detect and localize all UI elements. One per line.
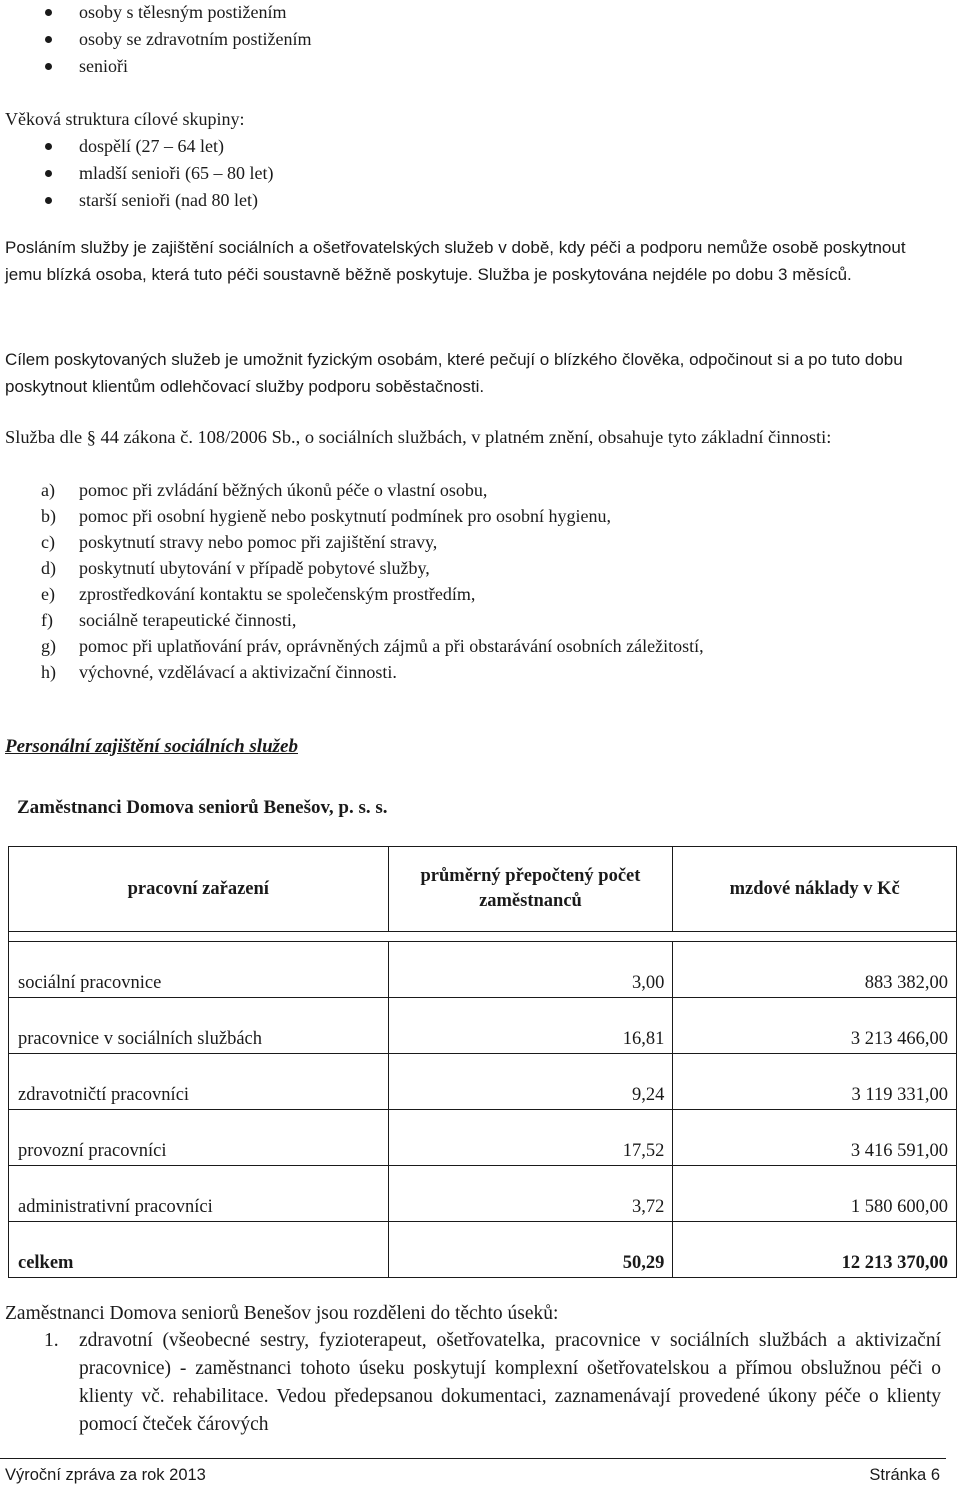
list-text: poskytnutí ubytování v případě pobytové služby, <box>79 558 430 578</box>
table-row <box>9 1166 957 1222</box>
list-item <box>0 607 704 633</box>
list-item: dospělí (27 – 64 let) <box>0 133 273 160</box>
table-cell-costs: 3 213 466,00 <box>673 998 957 1054</box>
list-number: 1. <box>44 1330 59 1351</box>
table-cell-costs: 3 416 591,00 <box>673 1110 957 1166</box>
table-cell-headcount: 9,24 <box>388 1054 673 1110</box>
list-letter: g) <box>41 636 56 656</box>
table-cell-headcount: 3,00 <box>388 942 673 998</box>
table-cell-headcount: 3,72 <box>388 1166 673 1222</box>
division-list-item <box>44 1327 941 1439</box>
table-cell-position: zdravotničtí pracovníci <box>9 1054 389 1110</box>
list-text: poskytnutí stravy nebo pomoc při zajištění stravy, <box>79 532 438 552</box>
list-letter: c) <box>41 532 55 552</box>
table-cell-position: pracovnice v sociálních službách <box>9 998 389 1054</box>
table-gap-row <box>9 932 957 942</box>
list-letter: b) <box>41 506 56 526</box>
list-text: zdravotní (všeobecné sestry, fyzioterapeut, ošetřovatelka, pracovnice v sociálních službách a aktivizační pracovnice) - zaměstnanci tohoto úseku poskytují komplexní ošetřovatelskou a přímou obslužnou péči o klienty vč. rehabilitace. Vedou předepsanou dokumentaci, zaznamenávají provedené úkony péče o klienty pomocí čteček čárových <box>79 1330 941 1435</box>
list-text: zprostředkování kontaktu se společenským prostředím, <box>79 584 476 604</box>
list-item <box>0 633 704 659</box>
list-item: osoby s tělesným postižením <box>0 0 311 26</box>
activities-list <box>0 477 704 685</box>
list-letter: f) <box>41 610 53 630</box>
list-item <box>0 503 704 529</box>
table-cell-headcount: 50,29 <box>388 1222 673 1278</box>
table-cell-position: sociální pracovnice <box>9 942 389 998</box>
table-row <box>9 1110 957 1166</box>
division-intro: Zaměstnanci Domova seniorů Benešov jsou rozděleni do těchto úseků: <box>5 1303 559 1324</box>
footer-title: Výroční zpráva za rok 2013 <box>5 1466 206 1484</box>
table-cell-costs: 3 119 331,00 <box>673 1054 957 1110</box>
table-row <box>9 998 957 1054</box>
table-header: mzdové náklady v Kč <box>673 847 957 932</box>
list-item <box>0 581 704 607</box>
table-cell-costs: 1 580 600,00 <box>673 1166 957 1222</box>
age-structure-heading: Věková struktura cílové skupiny: <box>5 109 245 129</box>
list-item: senioři <box>0 53 311 80</box>
list-item <box>0 529 704 555</box>
list-item <box>0 659 704 685</box>
table-cell-headcount: 17,52 <box>388 1110 673 1166</box>
footer-divider <box>0 1458 946 1459</box>
table-caption: Zaměstnanci Domova seniorů Benešov, p. s. s. <box>17 797 388 818</box>
list-text: pomoc při osobní hygieně nebo poskytnutí podmínek pro osobní hygienu, <box>79 506 611 526</box>
list-item: mladší senioři (65 – 80 let) <box>0 160 273 187</box>
target-group-list <box>0 0 311 80</box>
list-item: starší senioři (nad 80 let) <box>0 187 273 214</box>
goal-paragraph: Cílem poskytovaných služeb je umožnit fyzickým osobám, které pečují o blízkého člověka, odpočinout si a po tuto dobu poskytnout klientům odlehčovací služby podporu soběstačnosti. <box>5 350 903 396</box>
law-paragraph: Služba dle § 44 zákona č. 108/2006 Sb., o sociálních službách, v platném znění, obsahuje tyto základní činnosti: <box>5 427 832 447</box>
list-letter: a) <box>41 480 55 500</box>
age-structure-list <box>0 133 273 214</box>
list-text: pomoc při zvládání běžných úkonů péče o vlastní osobu, <box>79 480 488 500</box>
list-text: sociálně terapeutické činnosti, <box>79 610 297 630</box>
table-header: průměrný přepočtený počet zaměstnanců <box>388 847 673 932</box>
list-text: výchovné, vzdělávací a aktivizační činnosti. <box>79 662 397 682</box>
list-text: pomoc při uplatňování práv, oprávněných zájmů a při obstarávání osobních záležitostí, <box>79 636 704 656</box>
table-cell-headcount: 16,81 <box>388 998 673 1054</box>
table-total-row <box>9 1222 957 1278</box>
page-number: Stránka 6 <box>869 1466 940 1484</box>
staff-table <box>8 846 957 1278</box>
list-item: osoby se zdravotním postižením <box>0 26 311 53</box>
mission-paragraph: Posláním služby je zajištění sociálních a ošetřovatelských služeb v době, kdy péči a podporu nemůže osobě poskytnout jemu blízká osoba, která tuto péči soustavně běžně poskytuje. Služba je poskytována nejdéle po dobu 3 měsíců. <box>5 238 906 284</box>
section-title: Personální zajištění sociálních služeb <box>5 736 298 757</box>
table-header: pracovní zařazení <box>9 847 389 932</box>
table-cell-position: celkem <box>9 1222 389 1278</box>
table-cell-position: provozní pracovníci <box>9 1110 389 1166</box>
table-cell-position: administrativní pracovníci <box>9 1166 389 1222</box>
table-cell-costs: 12 213 370,00 <box>673 1222 957 1278</box>
list-letter: e) <box>41 584 55 604</box>
table-cell-costs: 883 382,00 <box>673 942 957 998</box>
list-item <box>0 555 704 581</box>
list-letter: h) <box>41 662 56 682</box>
table-row <box>9 942 957 998</box>
list-letter: d) <box>41 558 56 578</box>
list-item <box>0 477 704 503</box>
table-row <box>9 1054 957 1110</box>
